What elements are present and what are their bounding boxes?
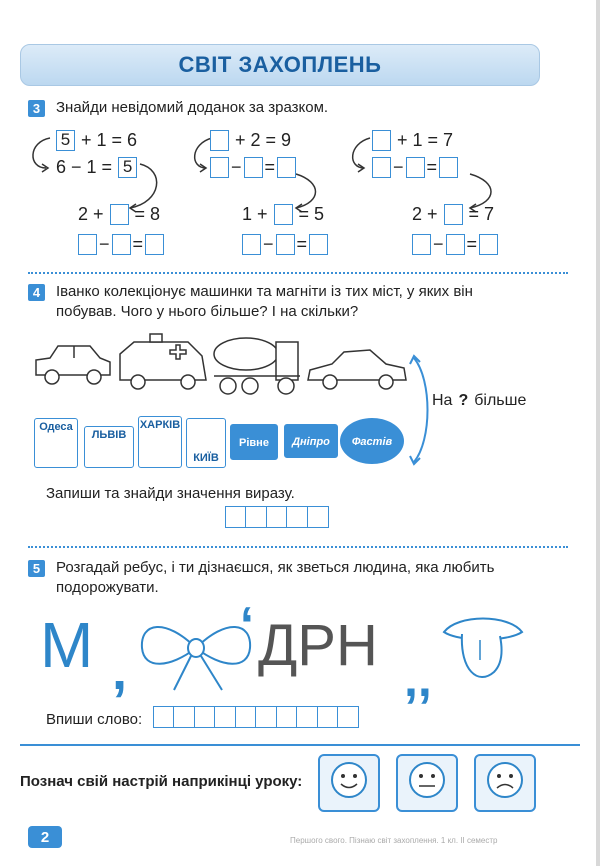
mood-neutral-option[interactable] xyxy=(396,754,458,812)
answer-cell[interactable] xyxy=(255,706,277,728)
equals-sign: = xyxy=(426,157,438,177)
equation-text: 6 − 1 = xyxy=(56,157,113,177)
equation-c2-check xyxy=(412,234,498,255)
mood-divider xyxy=(20,744,580,746)
answer-box[interactable]: 5 xyxy=(56,130,75,151)
mood-sad-option[interactable] xyxy=(474,754,536,812)
sports-car-icon xyxy=(308,350,406,389)
answer-cells-task5 xyxy=(154,706,359,728)
task-number-5: 5 xyxy=(28,560,45,577)
task5-instruction-line2: подорожувати. xyxy=(56,579,159,596)
concrete-mixer-truck-icon xyxy=(214,338,300,394)
task-number-4: 4 xyxy=(28,284,45,301)
equation-text: 2 + xyxy=(412,204,438,224)
bow-icon xyxy=(136,608,256,694)
ambulance-icon xyxy=(120,334,206,389)
answer-box[interactable]: 5 xyxy=(118,157,137,178)
equation-c2 xyxy=(412,204,494,225)
answer-box[interactable] xyxy=(145,234,164,255)
title-banner xyxy=(20,44,540,86)
task5-write-label: Впиши слово: xyxy=(46,711,143,728)
answer-cells-task4 xyxy=(226,506,329,528)
answer-box[interactable] xyxy=(412,234,431,255)
task3-instruction: Знайди невідомий доданок за зразком. xyxy=(56,99,329,116)
answer-cell[interactable] xyxy=(286,506,308,528)
magnet-kyiv: КИЇВ xyxy=(186,418,226,468)
equation-text: 2 + xyxy=(78,204,104,224)
page-number: 2 xyxy=(28,826,62,848)
equation-text: = 5 xyxy=(298,204,325,224)
rebus-comma: , xyxy=(112,641,128,701)
magnet-fastiv: Фастів xyxy=(340,418,404,464)
answer-cell[interactable] xyxy=(194,706,216,728)
task5-instruction-line1: Розгадай ребус, і ти дізнаєшся, як зветься людина, яка любить xyxy=(56,559,495,576)
tongue-icon xyxy=(438,610,528,690)
answer-box[interactable] xyxy=(110,204,129,225)
comparison-bilshe: більше xyxy=(474,392,527,409)
magnet-dnipro: Дніпро xyxy=(284,424,338,458)
answer-cell[interactable] xyxy=(276,706,298,728)
equals-sign: = xyxy=(466,234,478,254)
equation-b1-check xyxy=(210,157,296,178)
answer-box[interactable] xyxy=(242,234,261,255)
magnet-kharkiv: ХАРКІВ xyxy=(138,416,182,468)
equation-a2-check xyxy=(78,234,164,255)
equation-text: + 1 = 7 xyxy=(397,130,454,150)
answer-cell[interactable] xyxy=(173,706,195,728)
equation-c1-check xyxy=(372,157,458,178)
equation-b1 xyxy=(210,130,291,151)
rebus-apostrophe: ‘ xyxy=(240,597,254,653)
equation-text: + 1 = 6 xyxy=(81,130,138,150)
answer-box[interactable] xyxy=(446,234,465,255)
answer-box[interactable] xyxy=(372,130,391,151)
answer-box[interactable] xyxy=(309,234,328,255)
answer-box[interactable] xyxy=(277,157,296,178)
equals-sign: = xyxy=(296,234,308,254)
answer-box[interactable] xyxy=(274,204,293,225)
answer-box[interactable] xyxy=(439,157,458,178)
comparison-label xyxy=(432,392,526,410)
example-equation-2 xyxy=(56,157,137,178)
magnet-odesa: Одеса xyxy=(34,418,78,468)
answer-box[interactable] xyxy=(78,234,97,255)
equation-b2-check xyxy=(242,234,328,255)
minus-sign: − xyxy=(99,234,110,254)
mood-happy-option[interactable] xyxy=(318,754,380,812)
answer-box[interactable] xyxy=(444,204,463,225)
rebus-letter-m: М xyxy=(40,609,94,681)
task4-instruction-line1: Іванко колекціонує машинки та магніти із тих міст, у яких він xyxy=(56,283,473,300)
magnet-rivne: Рівне xyxy=(230,424,278,460)
equation-c1 xyxy=(372,130,453,151)
sad-face-icon xyxy=(476,756,534,810)
answer-box[interactable] xyxy=(210,130,229,151)
answer-box[interactable] xyxy=(244,157,263,178)
answer-box[interactable] xyxy=(406,157,425,178)
example-equation-1 xyxy=(56,130,137,151)
question-mark: ? xyxy=(458,392,469,409)
answer-cell[interactable] xyxy=(337,706,359,728)
mood-instruction: Познач свій настрій наприкінці уроку: xyxy=(20,773,303,790)
task-number-3: 3 xyxy=(28,100,45,117)
happy-face-icon xyxy=(320,756,378,810)
equation-text: 1 + xyxy=(242,204,268,224)
rebus-letters-drn: ДРН xyxy=(258,613,378,678)
equals-sign: = xyxy=(264,157,276,177)
neutral-face-icon xyxy=(398,756,456,810)
page-title: СВІТ ЗАХОПЛЕНЬ xyxy=(178,52,382,77)
equation-text: = 7 xyxy=(468,204,495,224)
answer-cell[interactable] xyxy=(266,506,288,528)
task4-write-instruction: Запиши та знайди значення виразу. xyxy=(46,485,295,502)
equation-a2 xyxy=(78,204,160,225)
minus-sign: − xyxy=(231,157,242,177)
equation-text: + 2 = 9 xyxy=(235,130,292,150)
section-divider xyxy=(28,272,568,274)
comparison-na: На xyxy=(432,392,453,409)
answer-box[interactable] xyxy=(112,234,131,255)
magnet-lviv: ЛЬВІВ xyxy=(84,426,134,468)
minus-sign: − xyxy=(393,157,404,177)
answer-cell[interactable] xyxy=(296,706,318,728)
footer-credit: Першого свого. Пізнаю світ захоплення. 1 кл. ІІ семестр xyxy=(290,836,498,845)
rebus-double-comma: ,, xyxy=(404,651,432,707)
answer-cell[interactable] xyxy=(153,706,175,728)
task4-instruction-line2: побував. Чого у нього більше? І на скільки? xyxy=(56,303,359,320)
toy-cars-illustration xyxy=(30,330,410,400)
equals-sign: = xyxy=(132,234,144,254)
answer-cell[interactable] xyxy=(214,706,236,728)
answer-cell[interactable] xyxy=(225,506,247,528)
car-icon xyxy=(36,346,110,384)
minus-sign: − xyxy=(433,234,444,254)
answer-cell[interactable] xyxy=(245,506,267,528)
answer-box[interactable] xyxy=(210,157,229,178)
answer-cell[interactable] xyxy=(235,706,257,728)
equation-text: = 8 xyxy=(134,204,161,224)
answer-cell[interactable] xyxy=(307,506,329,528)
equation-b2 xyxy=(242,204,324,225)
answer-cell[interactable] xyxy=(317,706,339,728)
answer-box[interactable] xyxy=(372,157,391,178)
section-divider xyxy=(28,546,568,548)
answer-box[interactable] xyxy=(479,234,498,255)
comparison-arrow xyxy=(404,350,434,470)
minus-sign: − xyxy=(263,234,274,254)
answer-box[interactable] xyxy=(276,234,295,255)
